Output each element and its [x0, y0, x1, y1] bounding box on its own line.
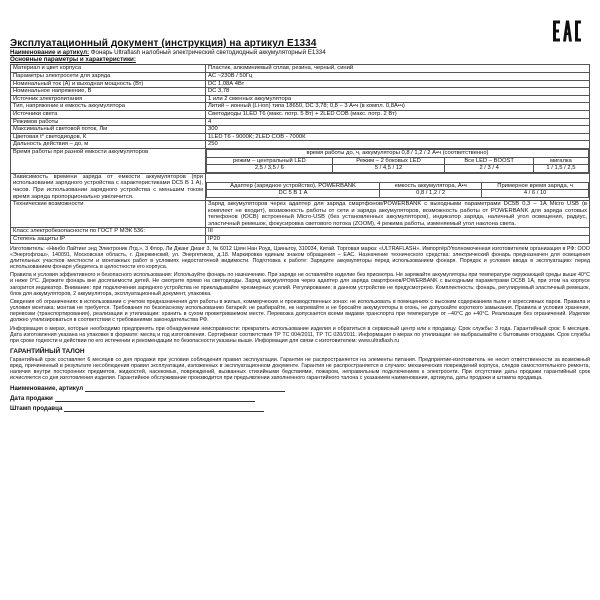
product-name-value: Фонарь Ultraflash налобный электрический светодиодный аккумуляторный E1334 [90, 49, 326, 56]
instructions-body [10, 246, 590, 344]
spec-row [11, 133, 590, 141]
spec-key: Номинальное напряжение, В [11, 88, 206, 96]
runtime-value-flash: 1 / 1,5 / 2,5 [533, 165, 588, 173]
document-page [10, 0, 590, 412]
mode-side-led: Режим – 2 боковых LED [332, 157, 445, 165]
paragraph: Информация о мерах, которые необходимо предпринять при обнаружении неисправности: прекратить использование изделия и обратиться в сервисный центр или к продавцу. Срок службы: 3 года. Гарантийный срок: 6 месяцев. Дата изготовления указана на упаковке в формате: месяц и год изготовления. Сертификат соответствия ТР ТС 004/2011, ТР ТС 020/2011. Информация о мерах по утилизации: не выбрасывайте с бытовыми отходами. Срок службы при сроке годности и действии по его истечении и рекомендации по безопасности указаны выше. Информация для связи с изготовителем: www.ultraflash.ru [10, 325, 590, 344]
spec-key: Дальность действия – до, м [11, 141, 206, 149]
eac-mark-icon [552, 18, 582, 44]
warranty-text: Гарантийный срок составляет 6 месяцев со дня продажи при условии соблюдения правил эксплуатации. Гарантия не распространяется на элементы питания. Предприятие-изготовитель не несет ответственности за возможный вред, причиненный в результате несоблюдения правил эксплуатации, изложенных в эксплуатационном документе. Гарантия не распространяется в случаях: механических повреждений корпуса, следов самостоятельного ремонта, наличия внутри посторонних предметов, жидкостей, насекомых, повреждений, вызванных стихийными бедствиями, пожаром, неправильным подключением к электросети. При отсутствии даты продажи гарантийный срок исчисляется со дня изготовления изделия. Гарантийное обслуживание производится при предъявлении заполненного гарантийного талона с указанием наименования, артикула, даты продажи и штампа продавца. [10, 357, 590, 382]
spec-row [11, 118, 590, 126]
ip-row [11, 236, 590, 244]
sig-stamp-line [10, 405, 590, 412]
params-heading: Основные параметры и характеристики: [10, 56, 136, 64]
spec-key: Номинальный ток (А) и выходная мощность (Вт) [11, 80, 206, 88]
spec-value: 1LED T6 - 9000К; 2LED COB - 7000К [206, 133, 590, 141]
spec-row [11, 95, 590, 103]
tech-row [11, 201, 590, 228]
class-label: Класс электробезопасности по ГОСТ Р МЭК 536: [11, 228, 206, 236]
spec-value: 4 [206, 118, 590, 126]
warranty-title: ГАРАНТИЙНЫЙ ТАЛОН [10, 348, 85, 355]
spec-key: Материал и цвет корпуса [11, 65, 206, 73]
spec-value: 1 или 2 сменных аккумулятора [206, 95, 590, 103]
spec-value: Светодиоды 1LED T6 (макс. потр. 5 Вт) + 2LED COB (макс. потр. 2 Вт) [206, 110, 590, 118]
tech-text: Заряд аккумуляторов через адаптер для заряда смартфонов/POWERBANK с выходными параметрами DC5В 0,3 – 1А Micro USB (в комплект не входит), возможность работы от сети и заряда аккумуляторов, возможность работы от POWERBANK для заряда сотовых телефонов (ЮСВ) встроенный Micro-USB (без установленных аккумуляторов), индикатор заряда, наличный угол освещения, радиус, эластичный ремешок, фокусировка светового потока (ZOOM), 4 режима работы, изменяемый угол наклона света. [206, 201, 590, 228]
mode-flash: мигалка [533, 157, 588, 165]
sig-date-line [10, 395, 590, 402]
paragraph: Правила и условия эффективного и безопасного использования: Используйте фонарь по назначению. При заряде не оставляйте изделие без присмотра. Не заряжайте аккумуляторы при температуре окружающей среды выше 40°С и ниже 0°С. Держите фонарь вне досягаемости детей. Не смотрите прямо на светодиоды. Заряд аккумуляторов через адаптер для заряда смартфонов/POWERBANK с выходными параметрами DC5В 1А, при этом на корпусе загорится индикатор. Внимание: при подключении зарядного устройства не прикладывайте чрезмерных усилий. Регулирование: в данном устройстве не предусмотрено. Комплектность: фонарь, регулируемый эластичный ремешок, блок для аккумуляторов, 2 аккумулятора, эксплуатационный документ, упаковка. [10, 272, 590, 297]
class-row [11, 228, 590, 236]
sig-stamp-label: Штамп продавца [10, 404, 63, 412]
spec-row [11, 126, 590, 134]
spec-value: AC ~230В / 50Гц [206, 73, 590, 81]
spec-key: Максимальный световой поток, Лм [11, 126, 206, 134]
product-name-line [10, 49, 590, 56]
sig-name-label: Наименование, артикул [10, 384, 84, 392]
spec-row [11, 80, 590, 88]
sig-date-label: Дата продажи [10, 394, 53, 402]
spec-key: Источники света [11, 110, 206, 118]
charge-time-value: 4 / 6 / 10 [482, 190, 589, 198]
runtime-subtable [206, 149, 589, 173]
charge-label: Зависимость времени заряда от емкости аккумуляторов (при использовании зарядного устройства с характеристиками DC5 В 1 А), часов. При использовании зарядного устройства с меньшим током время заряда пропорционально увеличится. [11, 173, 206, 200]
charge-row [11, 173, 590, 200]
product-name-label: Наименование и артикул: [10, 49, 90, 56]
runtime-value-side: 5 / 4,5 / 12 [332, 165, 445, 173]
ip-value: IP20 [206, 236, 590, 244]
charge-header-capacity: емкость аккумулятора, А•ч [380, 182, 482, 190]
tech-label: Технические возможности [11, 201, 206, 228]
charge-header-adapter: Адаптер (зарядное устройство), POWERBANK [207, 182, 380, 190]
paragraph: Изготовитель: «Нинбо Лайтинг энд Электроник Лтд.», 3 Флор, Ли Джанг Дианг 3, № 6012 Цзян Нан Роуд, Цзиньтоу, 310034, Китай. Торговая марка: «ULTRAFLASH». Импортёр/Уполномоченная изготовителем организация в РФ: ООО «Энергофлэш», 140091, Московская область, г. Дзержинский, ул. Энергетиков, д.18. Маркировка единым знаком обращения – ЕАС. Назначение технического средства: электрический фонарь предназначен для освещения длительных участков местности и монтажных работ в условиях недостаточной видимости. Подготовка к работе: Зарядите аккумуляторы перед использованием фонаря. Порядок и условия ввода в эксплуатацию: перед использованием фонаря убедитесь в целостности его корпуса. [10, 245, 590, 271]
runtime-label: Время работы при разной емкости аккумуляторов [11, 148, 206, 173]
spec-key: Цветовая t° светодиодов, К [11, 133, 206, 141]
ip-label: Степень защиты IP [11, 236, 206, 244]
spec-value: 250 [206, 141, 590, 149]
charge-adapter-value: DC 5 В 1 А [207, 190, 380, 198]
spec-row [11, 73, 590, 81]
charge-capacity-value: 0,8 / 1,2 / 2 [380, 190, 482, 198]
runtime-header: время работы до, ч, аккумуляторы 0,8 / 1,2 / 2 А•ч (соответственно) [207, 149, 589, 157]
sig-name-line [10, 385, 590, 392]
spec-table [10, 64, 590, 243]
runtime-value-boost: 2 / 3 / 4 [445, 165, 533, 173]
spec-row [11, 103, 590, 111]
spec-key: Тип, напряжение и емкость аккумулятора [11, 103, 206, 111]
spec-value: Литий – ионный (Li-ion) типа 18650, DC 3,78; 0,8 – 3 А•ч (в компл. 0,8А•ч) [206, 103, 590, 111]
spec-row [11, 88, 590, 96]
spec-row [11, 141, 590, 149]
charge-subtable [206, 182, 589, 198]
paragraph: Сведения об ограничениях в использовании с учетом предназначения для работы в жилых, коммерческих и производственных зонах: не использовать в помещениях с высоким содержанием пыли и агрессивных паров. Правила и условия монтажа: монтаж не требуется. Требования по безопасному использованию батарей: не разбирайте, не нагревайте и не бросайте аккумуляторы в огонь, не допускайте короткого замыкания. Правила и условия хранения, перевозки (транспортирования), реализации и утилизации: хранить в сухом проветриваемом месте. Перевозка допускается всеми видами транспорта при температуре от –40°С до +40°С. Реализация без ограничений. Изделие должно утилизироваться в соответствии с требованиями законодательства РФ. [10, 298, 590, 324]
charge-header-time: Примерное время заряда, ч [482, 182, 589, 190]
spec-value: 300 [206, 126, 590, 134]
spec-key: Параметры электросети для заряда [11, 73, 206, 81]
mode-center-led: режим – центральный LED [207, 157, 333, 165]
runtime-value-center: 2,5 / 3,5 / 6 [207, 165, 333, 173]
spec-value: Пластик, алюминиевый сплав, резина, черный, синий [206, 65, 590, 73]
spec-row [11, 110, 590, 118]
runtime-row [11, 148, 590, 173]
spec-value: DC 3,78 [206, 88, 590, 96]
spec-key: Режимов работы [11, 118, 206, 126]
class-value: III [206, 228, 590, 236]
document-title: Эксплуатационный документ (инструкция) на артикул E1334 [10, 38, 317, 49]
spec-key: Источник электропитания [11, 95, 206, 103]
spec-value: DC 1,08А 4Вт [206, 80, 590, 88]
mode-boost: Все LED – BOOST [445, 157, 533, 165]
spec-row [11, 65, 590, 73]
